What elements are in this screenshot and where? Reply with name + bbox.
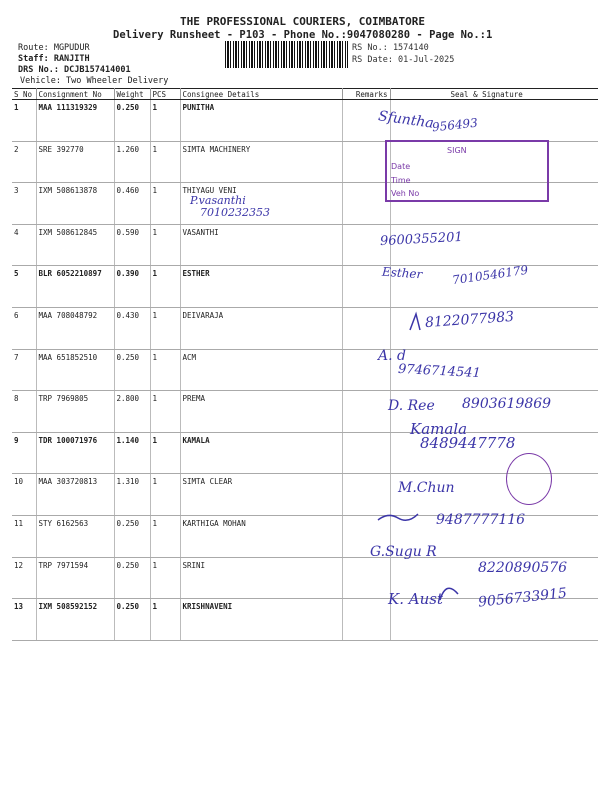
cell-weight: 0.590 [114,224,150,266]
cell-sno: 7 [12,349,36,391]
phone-4: 9600355201 [379,229,464,250]
cell-pcs: 1 [150,391,180,433]
cell-weight: 1.140 [114,432,150,474]
rs-date: RS Date: 01-Jul-2025 [352,55,455,65]
signature-5: Esther [381,264,423,282]
stamp-sign: SIGN [447,146,467,155]
phone-3: 7010232353 [200,206,270,219]
cell-sno: 12 [12,557,36,599]
phone-12: 8220890576 [478,560,568,576]
cell-consignee: PUNITHA [180,100,342,142]
cell-remarks [342,474,390,516]
cell-sno: 4 [12,224,36,266]
cell-consignee: SIMTA MACHINERY [180,141,342,183]
cell-sno: 10 [12,474,36,516]
cell-weight: 0.460 [114,183,150,225]
cell-consignment: IXM 508612845 [36,224,114,266]
cell-remarks [342,307,390,349]
staff-label: Staff: RANJITH [18,54,90,64]
cell-consignee: ACM [180,349,342,391]
phone-7: 9746714541 [397,361,482,382]
runsheet-subtitle: Delivery Runsheet - P103 - Phone No.:9047080280 - Page No.:1 [113,29,493,41]
cell-consignee: PREMA [180,391,342,433]
cell-pcs: 1 [150,266,180,308]
table-row [12,100,598,142]
cell-consignee: THIYAGU VENI [180,183,342,225]
cell-remarks [342,599,390,641]
cell-consignment: IXM 508592152 [36,599,114,641]
cell-sno: 13 [12,599,36,641]
cell-consignee: KAMALA [180,432,342,474]
cell-remarks [342,183,390,225]
cell-consignment: STY 6162563 [36,515,114,557]
vehicle-label: Vehicle: Two Wheeler Delivery [20,76,169,86]
rs-number: RS No.: 1574140 [352,43,429,53]
signature-8: D. Ree [388,398,435,414]
cell-consignment: TDR 100071976 [36,432,114,474]
phone-1: 956493 [431,115,479,135]
route-label: Route: MGPUDUR [18,43,90,53]
phone-11: 9487777116 [436,512,526,528]
cell-sno: 6 [12,307,36,349]
table-header [12,89,598,100]
header-remarks: Remarks [342,89,390,100]
cell-sno: 3 [12,183,36,225]
cell-consignee: ESTHER [180,266,342,308]
cell-consignment: MAA 303720813 [36,474,114,516]
cell-remarks [342,432,390,474]
cell-consignment: BLR 6052210897 [36,266,114,308]
cell-weight: 0.250 [114,599,150,641]
header-signature: Seal & Signature [390,89,598,100]
cell-consignment: MAA 111319329 [36,100,114,142]
stamp-date: Date [391,162,411,171]
phone-9: 8489447778 [420,434,516,452]
cell-consignee: VASANTHI [180,224,342,266]
cell-consignee: DEIVARAJA [180,307,342,349]
cell-weight: 0.250 [114,515,150,557]
barcode [225,41,348,68]
cell-weight: 0.390 [114,266,150,308]
cell-weight: 1.310 [114,474,150,516]
cell-sno: 11 [12,515,36,557]
signature-1: Sfuntha [377,108,435,132]
cell-remarks [342,557,390,599]
cell-weight: 0.430 [114,307,150,349]
header-consignee: Consignee Details [180,89,342,100]
cell-sno: 5 [12,266,36,308]
signature-7: A. d [378,348,406,364]
cell-pcs: 1 [150,474,180,516]
cell-consignee: KARTHIGA MOHAN [180,515,342,557]
cell-pcs: 1 [150,515,180,557]
table-row [12,349,598,391]
phone-6: 8122077983 [424,308,515,332]
header-pcs: PCS [150,89,180,100]
cell-pcs: 1 [150,141,180,183]
cell-consignment: IXM 508613878 [36,183,114,225]
stamp-time: Time [391,176,411,185]
cell-consignment: TRP 7969805 [36,391,114,433]
runsheet-title: THE PROFESSIONAL COURIERS, COIMBATORE [180,15,426,28]
cell-sno: 8 [12,391,36,433]
cell-weight: 1.260 [114,141,150,183]
signature-9: Kamala [410,420,468,438]
cell-pcs: 1 [150,432,180,474]
cell-remarks [342,391,390,433]
cell-consignment: TRP 7971594 [36,557,114,599]
signature-12: G.Sugu R [370,544,437,560]
signature-13: K. Aust [388,590,443,608]
cell-consignee: SRINI [180,557,342,599]
drs-number: DRS No.: DCJB157414001 [18,65,131,75]
table-row [12,224,598,266]
round-seal [506,453,552,505]
cell-consignment: MAA 651852510 [36,349,114,391]
header-sno: S No [12,89,36,100]
cell-pcs: 1 [150,100,180,142]
phone-13: 9056733915 [477,585,568,611]
cell-weight: 0.250 [114,349,150,391]
cell-sno: 2 [12,141,36,183]
cell-weight: 0.250 [114,557,150,599]
cell-consignment: MAA 708048792 [36,307,114,349]
cell-pcs: 1 [150,557,180,599]
phone-8: 8903619869 [462,396,552,412]
stamp-vehicle: Veh No [391,189,420,198]
consignee-note-3: P.vasanthi [190,194,246,207]
cell-weight: 0.250 [114,100,150,142]
phone-5: 7010546179 [451,262,529,288]
cell-pcs: 1 [150,349,180,391]
cell-pcs: 1 [150,183,180,225]
cell-consignee: SIMTA CLEAR [180,474,342,516]
cell-weight: 2.800 [114,391,150,433]
cell-pcs: 1 [150,224,180,266]
header-consignment: Consignment No [36,89,114,100]
delivery-stamp [385,140,549,202]
cell-sno: 1 [12,100,36,142]
cell-consignment: SRE 392770 [36,141,114,183]
cell-pcs: 1 [150,307,180,349]
cell-consignee: KRISHNAVENI [180,599,342,641]
header-weight: Weight [114,89,150,100]
cell-remarks [342,141,390,183]
signature-10: M.Chun [398,480,455,496]
cell-pcs: 1 [150,599,180,641]
cell-sno: 9 [12,432,36,474]
